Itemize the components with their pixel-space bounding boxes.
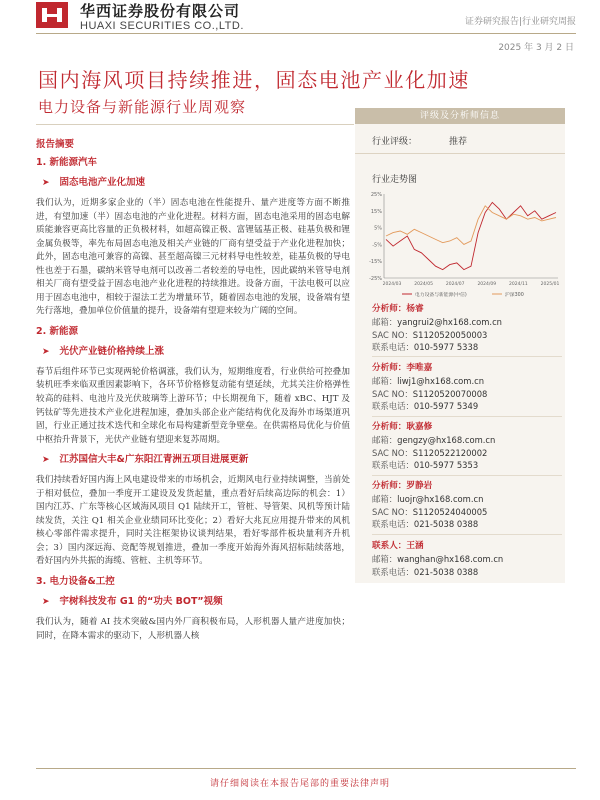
paragraph: 我们认为，近期多家企业的（半）固态电池在性能提升、量产进度等方面不断推进，有望加速（半）固态电池的产业化进程。材料方面，固态电池采用的固态电解质能兼容更高比容量的正负极材料，如超高镍正极、富锂锰基正极、硅基负极和锂金属负极等，率先布局固态电池及相关产业链的厂商有望受益于产业化进程加快；此外，固态电池可兼容的高镍、甚至超高镍三元材料导电性较差，硅基负极的导电性也差于石墨，碳纳米管导电剂可以改善二者较差的导电性，因此碳纳米管导电剂相关厂商有望受益于固态电池产业化进程的持续推进。设备方面，干法电极可以应用于固态电池中，相较于湿法工艺为增量环节，随着固态电池的发展，设备端有望先行落地，叠加单位价值量的提升，设备端有望迎来较为广阔的空间。 bbox=[36, 198, 350, 317]
x-axis-ticks bbox=[383, 281, 560, 287]
analyst-phone: 联系电话：021-5038 0388 bbox=[372, 519, 479, 529]
analyst-email[interactable]: 邮箱：liwj1@hx168.com.cn bbox=[372, 376, 485, 386]
brand-name-cn: 华西证券股份有限公司 bbox=[80, 2, 241, 20]
subsection-heading: ➤ 宇树科技发布 G1 的“功夫 BOT”视频 bbox=[42, 596, 223, 608]
section-heading: 2. 新能源 bbox=[36, 325, 79, 337]
y-tick-label: 15% bbox=[370, 208, 382, 215]
analyst-phone: 联系电话：010-5977 5338 bbox=[372, 342, 479, 352]
report-type-label: 证券研究报告|行业研究周报 bbox=[464, 17, 576, 27]
y-tick-label: 5% bbox=[374, 225, 382, 232]
analyst-card bbox=[372, 362, 562, 413]
analyst-divider bbox=[372, 356, 562, 357]
analyst-name: 分析师：罗静岩 bbox=[372, 481, 433, 491]
analyst-divider bbox=[372, 534, 562, 535]
y-tick-label: -15% bbox=[369, 259, 382, 266]
subsection-heading: ➤ 光伏产业链价格持续上涨 bbox=[42, 345, 165, 357]
paragraph: 我们认为，随着 AI 技术突破&国内外厂商积极布局，人形机器人量产进度加快；同时，在降本需求的驱动下，人形机器人核 bbox=[36, 617, 350, 641]
subsection-heading: ➤ 固态电池产业化加速 bbox=[42, 177, 146, 188]
paragraph: 春节后组件环节已实现两轮价格调涨，我们认为，短期维度看，行业供给可控叠加装机旺季来临双重因素影响下，各环节价格修复动能有望延续，尤其关注价格弹性较高的硅料、电池片及光伏玻璃等上游环节；中长期视角下，随着 xBC、HJT 及钙钛矿等先进技术产业化进程加速，叠加头部企业产能结构优化及海外市场渠道巩固，行业正通过技术迭代和全球化布局构建新型竞争壁垒。在供需格局优化与价值中枢抬升背景下，光伏产业链有望迎来复苏周期。 bbox=[36, 366, 350, 445]
analyst-sac: SAC NO：S1120524040005 bbox=[372, 506, 488, 517]
arrow-icon: ➤ bbox=[42, 346, 50, 357]
report-subtitle: 电力设备与新能源行业周观察 bbox=[38, 98, 247, 116]
header-divider bbox=[36, 33, 576, 34]
analyst-divider bbox=[372, 475, 562, 476]
legend-label: 电力设备与新能源(中信) bbox=[415, 293, 467, 298]
industry-rating bbox=[372, 134, 467, 147]
huaxi-logo-icon bbox=[36, 2, 68, 28]
rating-label: 行业评级： bbox=[372, 137, 418, 147]
analyst-card bbox=[372, 480, 562, 531]
section-heading: 3. 电力设备&工控 bbox=[36, 576, 115, 588]
analyst-card bbox=[372, 421, 562, 472]
contact-phone: 联系电话：021-5038 0388 bbox=[372, 566, 479, 577]
analyst-email[interactable]: 邮箱：gengzy@hx168.com.cn bbox=[372, 435, 496, 445]
report-date: 2025 年 3 月 2 日 bbox=[498, 43, 574, 53]
series-line bbox=[386, 206, 556, 245]
x-tick-label: 2025/01 bbox=[540, 282, 560, 287]
arrow-icon: ➤ bbox=[42, 178, 50, 188]
analyst-name: 分析师：李唯嘉 bbox=[372, 363, 433, 373]
rating-value: 推荐 bbox=[449, 137, 468, 147]
x-tick-label: 2024/05 bbox=[414, 282, 433, 287]
rating-divider bbox=[355, 153, 565, 154]
subsection-heading: ➤ 江苏国信大丰&广东阳江青洲五项目进展更新 bbox=[42, 454, 249, 466]
analyst-card bbox=[372, 303, 562, 354]
y-tick-label: 25% bbox=[370, 192, 382, 198]
x-tick-label: 2024/03 bbox=[382, 282, 402, 287]
chart-series bbox=[386, 202, 556, 269]
analyst-sac: SAC NO：S1120520070008 bbox=[372, 388, 488, 399]
summary-heading: 报告摘要 bbox=[36, 139, 75, 150]
analyst-phone: 联系电话：010-5977 5353 bbox=[372, 460, 479, 470]
y-tick-label: -25% bbox=[369, 276, 382, 282]
trend-chart-label: 行业走势图 bbox=[372, 175, 418, 185]
chart-legend bbox=[402, 291, 524, 298]
analyst-name: 分析师：耿嘉修 bbox=[372, 422, 433, 432]
series-line bbox=[386, 202, 556, 269]
arrow-icon: ➤ bbox=[42, 455, 50, 466]
analyst-sac: SAC NO：S1120520050003 bbox=[372, 329, 488, 340]
y-axis-ticks bbox=[369, 192, 382, 282]
analyst-email[interactable]: 邮箱：luojr@hx168.com.cn bbox=[372, 494, 484, 504]
contact-card bbox=[372, 540, 562, 578]
analyst-email[interactable]: 邮箱：yangrui2@hx168.com.cn bbox=[372, 317, 502, 327]
paragraph: 我们持续看好国内海上风电建设带来的市场机会，近期风电行业持续调整，当前处于相对低位，叠加一季度开工建设及发货起量，重点看好后续高边际的机会：1）国内江苏、广东等核心区域海风项目 Q1 陆续开工，管桩、导管架、风机等预计陆续发货，关注 Q1 相关企业业绩同环比变化；2）看好大兆瓦应用提升带来的风机核心零部件需求提升，同时关注框架协议谈判结果，看好零部件板块量利齐升机会；3）国内深远海、竞配等规划推进，叠加一季度开始海外海风招标陆续落地，看好国内外共振的海缆、管桩、主机等环节。 bbox=[36, 475, 350, 567]
contact-email[interactable]: 邮箱：wanghan@hx168.com.cn bbox=[372, 554, 504, 564]
rating-banner: 评级及分析师信息 bbox=[355, 108, 565, 124]
x-tick-label: 2024/07 bbox=[445, 282, 465, 287]
analyst-name: 分析师：杨睿 bbox=[372, 304, 424, 314]
report-title: 国内海风项目持续推进，固态电池产业化加速 bbox=[38, 68, 470, 92]
legal-notice: 请仔细阅读在本报告尾部的重要法律声明 bbox=[209, 779, 390, 789]
section-heading: 1. 新能源汽车 bbox=[36, 157, 98, 168]
analyst-phone: 联系电话：010-5977 5349 bbox=[372, 401, 479, 411]
industry-trend-chart bbox=[362, 190, 562, 302]
contact-name: 联系人：王涵 bbox=[372, 541, 424, 551]
y-tick-label: -5% bbox=[372, 242, 382, 249]
legend-label: 沪深300 bbox=[505, 293, 524, 298]
footer-divider bbox=[36, 768, 576, 769]
analyst-divider bbox=[372, 416, 562, 417]
report-summary bbox=[36, 138, 350, 649]
title-divider bbox=[36, 124, 354, 125]
analyst-sac: SAC NO：S1120522120002 bbox=[372, 447, 488, 458]
x-tick-label: 2024/09 bbox=[477, 282, 497, 287]
x-tick-label: 2024/11 bbox=[509, 282, 528, 287]
brand-name-en: HUAXI SECURITIES CO.,LTD. bbox=[80, 20, 244, 32]
arrow-icon: ➤ bbox=[42, 597, 50, 608]
